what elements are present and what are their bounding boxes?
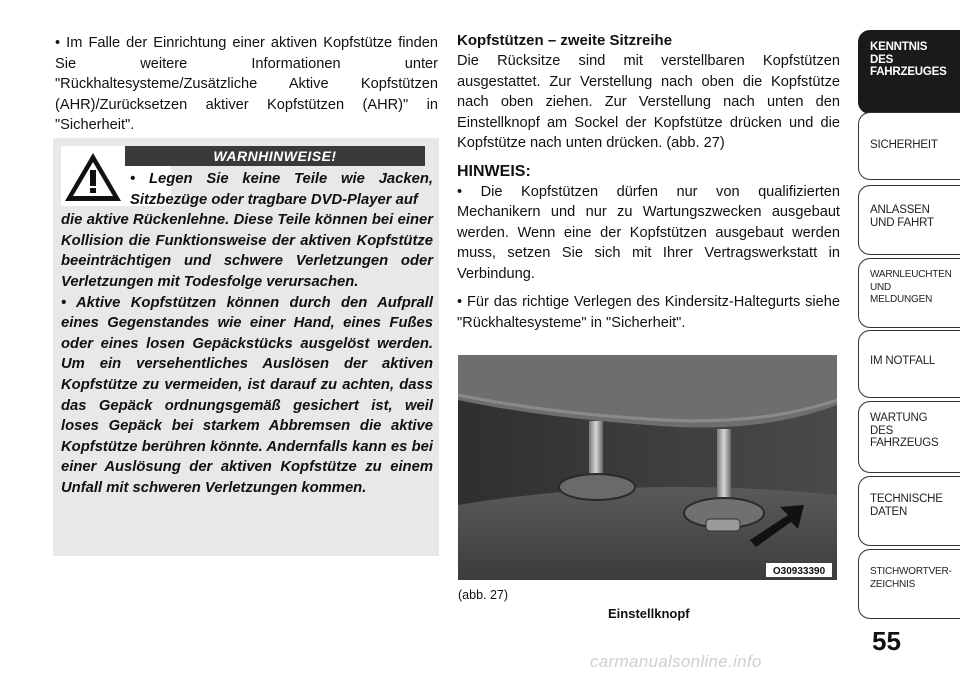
- tab-technische-daten[interactable]: [858, 476, 960, 546]
- section-heading: Kopfstützen – zweite Sitzreihe: [457, 32, 673, 49]
- section-paragraph: Die Rücksitze sind mit verstellbaren Kopfstützen ausgestattet. Zur Verstellung nach oben die Kopfstütze nach oben ziehen. Zur Verstellung nach unten den Einstellknopf am Sockel der Kopfstütze drücken und die Kopfstütze nach unten drücken. (abb. 27): [457, 53, 840, 151]
- tab-label: UND FAHRT: [870, 216, 934, 229]
- intro-paragraph: • Im Falle der Einrichtung einer aktiven Kopfstütze finden Sie weitere Informationen unter "Rückhaltesysteme/Zusätzliche Aktive Kopfstützen (AHR)/Zurücksetzen aktiver Kopfstützen (AHR)" in "Sicherheit".: [55, 35, 438, 133]
- tab-label: ANLASSEN: [870, 204, 930, 216]
- page-number: 55: [872, 626, 901, 656]
- note-paragraph-2: • Für das richtige Verlegen des Kindersitz-Haltegurts siehe "Rückhaltesysteme" in "Sicherheit".: [457, 294, 840, 331]
- headrest-photo: [458, 355, 837, 580]
- tab-label: DATEN: [870, 505, 908, 518]
- left-column: [55, 33, 438, 136]
- note-paragraph-1: • Die Kopfstützen dürfen nur von qualifizierten Mechanikern und nur zu Wartungszwecken ausgebaut werden. Wenn eine der Kopfstützen ausgebaut werden muss, setzen Sie sich mit Ihrer Vertragswerkstatt in Verbindung.: [457, 183, 840, 282]
- tab-wartung[interactable]: [858, 401, 960, 473]
- figure-caption: Einstellknopf: [608, 606, 690, 621]
- tab-label: ZEICHNIS: [870, 578, 916, 590]
- warning-bullet-2: • Aktive Kopfstützen können durch den Aufprall eines Gegenstandes wie einer Hand, eines Fußes oder eines losen Gepäckstücks ausgelöst werden. Um ein versehentliches Auslösen der aktiven Kopfstütze zu vermeiden, ist darauf zu achten, dass das Gepäck ordnungsgemäß gesichert ist, weil loses Gepäck bei starkem Abbremsen die aktive Kopfstütze berühren könnte. Andernfalls kann es bei einer Auslösung der aktiven Kopfstütze zu einem Unfall mit schweren Verletzungen kommen.: [61, 294, 433, 496]
- tab-anlassen[interactable]: [858, 185, 960, 255]
- tab-label: DES: [870, 424, 894, 437]
- right-column: [457, 31, 840, 341]
- tab-label: WARTUNG: [870, 412, 928, 424]
- figure-label: (abb. 27): [458, 588, 509, 602]
- tab-warnleuchten[interactable]: [858, 258, 960, 328]
- warning-body: [61, 169, 433, 499]
- tab-kenntnis[interactable]: [858, 30, 960, 114]
- tab-label: IM NOTFALL: [870, 355, 936, 367]
- tab-stichwortverzeichnis[interactable]: [858, 549, 960, 619]
- tab-label: DES: [870, 53, 894, 66]
- tab-label: TECHNISCHE: [870, 493, 943, 505]
- watermark: carmanualsonline.info: [590, 652, 762, 671]
- figure-code: O30933390: [772, 566, 826, 577]
- warning-box: [53, 138, 439, 556]
- tab-label: KENNTNIS: [870, 41, 928, 53]
- tab-sicherheit[interactable]: [858, 112, 960, 180]
- tab-label: FAHRZEUGS: [870, 437, 939, 449]
- tab-label: MELDUNGEN: [870, 294, 933, 305]
- tab-label: SICHERHEIT: [870, 139, 938, 151]
- note-heading: HINWEIS:: [457, 162, 531, 180]
- tab-notfall[interactable]: [858, 330, 960, 398]
- tab-label: WARNLEUCHTEN: [870, 269, 952, 280]
- warning-bullet-1-continued: die aktive Rückenlehne. Diese Teile können bei einer Kollision die Funktionsweise der aktiven Kopfstütze beeinträchtigen und schwere Verletzungen oder Verletzungen mit Todesfolge verursachen.: [61, 212, 433, 290]
- tab-label: STICHWORTVER-: [870, 566, 952, 577]
- tab-label: FAHRZEUGES: [870, 66, 947, 78]
- tab-label: UND: [870, 281, 892, 293]
- warning-bullet-1: • Legen Sie keine Teile wie Jacken, Sitzbezüge oder tragbare DVD-Player auf: [130, 171, 433, 208]
- warning-title: WARNHINWEISE!: [125, 146, 425, 166]
